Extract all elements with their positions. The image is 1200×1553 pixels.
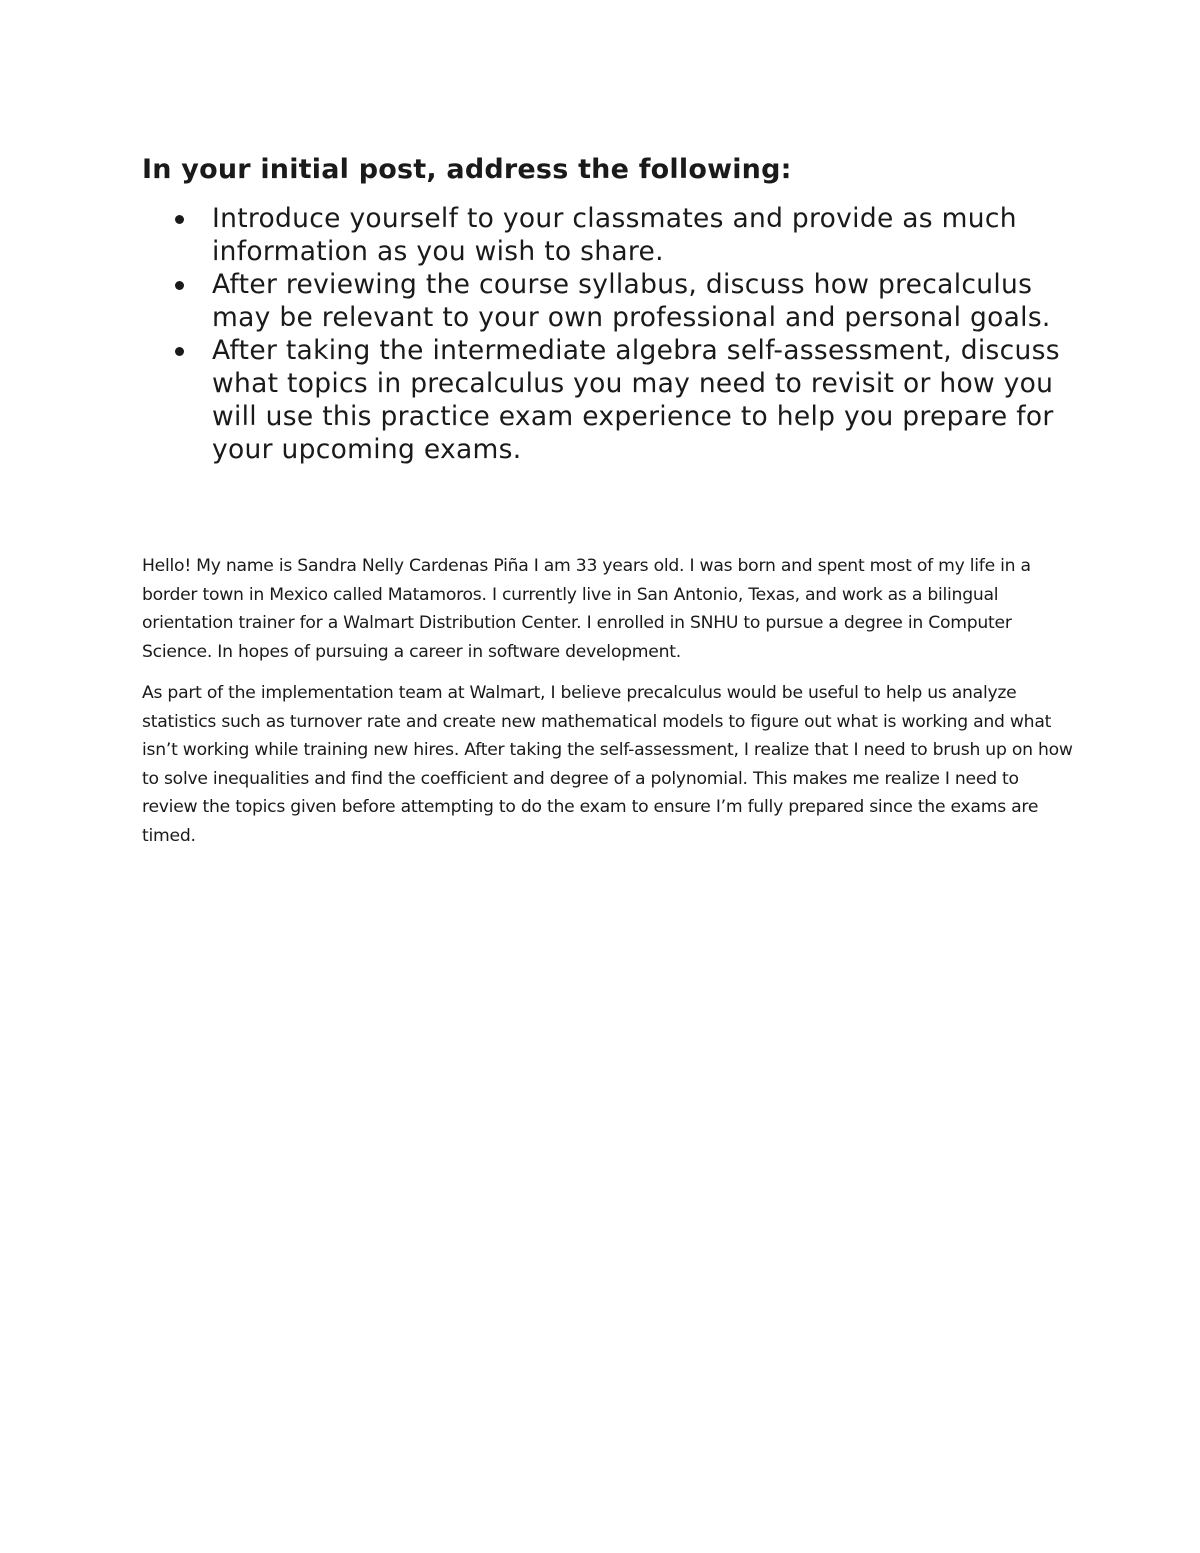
response-paragraph-intro: Hello! My name is Sandra Nelly Cardenas Piña I am 33 years old. I was born and spent most of my life in a border town in Mexico called Matamoros. I currently live in San Antonio, Texas, and work as a bilingual orientation trainer for a Walmart Distribution Center. I enrolled in SNHU to pursue a degree in Computer Science. In hopes of pursuing a career in software development.: [142, 556, 1031, 662]
bullet-icon: [175, 347, 184, 356]
prompt-heading: In your initial post, address the following:: [142, 154, 792, 185]
bullet-icon: [175, 215, 184, 224]
bullet-text: After taking the intermediate algebra self-assessment, discuss what topics in precalculus you may need to revisit or how you will use this practice exam experience to help you prepare for your upcoming exams.: [212, 335, 1060, 465]
bullet-item: [142, 268, 1072, 334]
bullet-item: [142, 334, 1072, 466]
response-paragraph-goals: As part of the implementation team at Walmart, I believe precalculus would be useful to help us analyze statistics such as turnover rate and create new mathematical models to figure out what is working and what isn’t working while training new hires. After taking the self-assessment, I realize that I need to brush up on how to solve inequalities and find the coefficient and degree of a polynomial. This makes me realize I need to review the topics given before attempting to do the exam to ensure I’m fully prepared since the exams are timed.: [142, 683, 1073, 846]
bullet-icon: [175, 281, 184, 290]
prompt-bullet-list: [142, 202, 1072, 466]
document-content: [142, 150, 1072, 850]
bullet-item: [142, 202, 1072, 268]
bullet-text: After reviewing the course syllabus, discuss how precalculus may be relevant to your own professional and personal goals.: [212, 269, 1051, 333]
bullet-text: Introduce yourself to your classmates and provide as much information as you wish to share.: [212, 203, 1017, 267]
